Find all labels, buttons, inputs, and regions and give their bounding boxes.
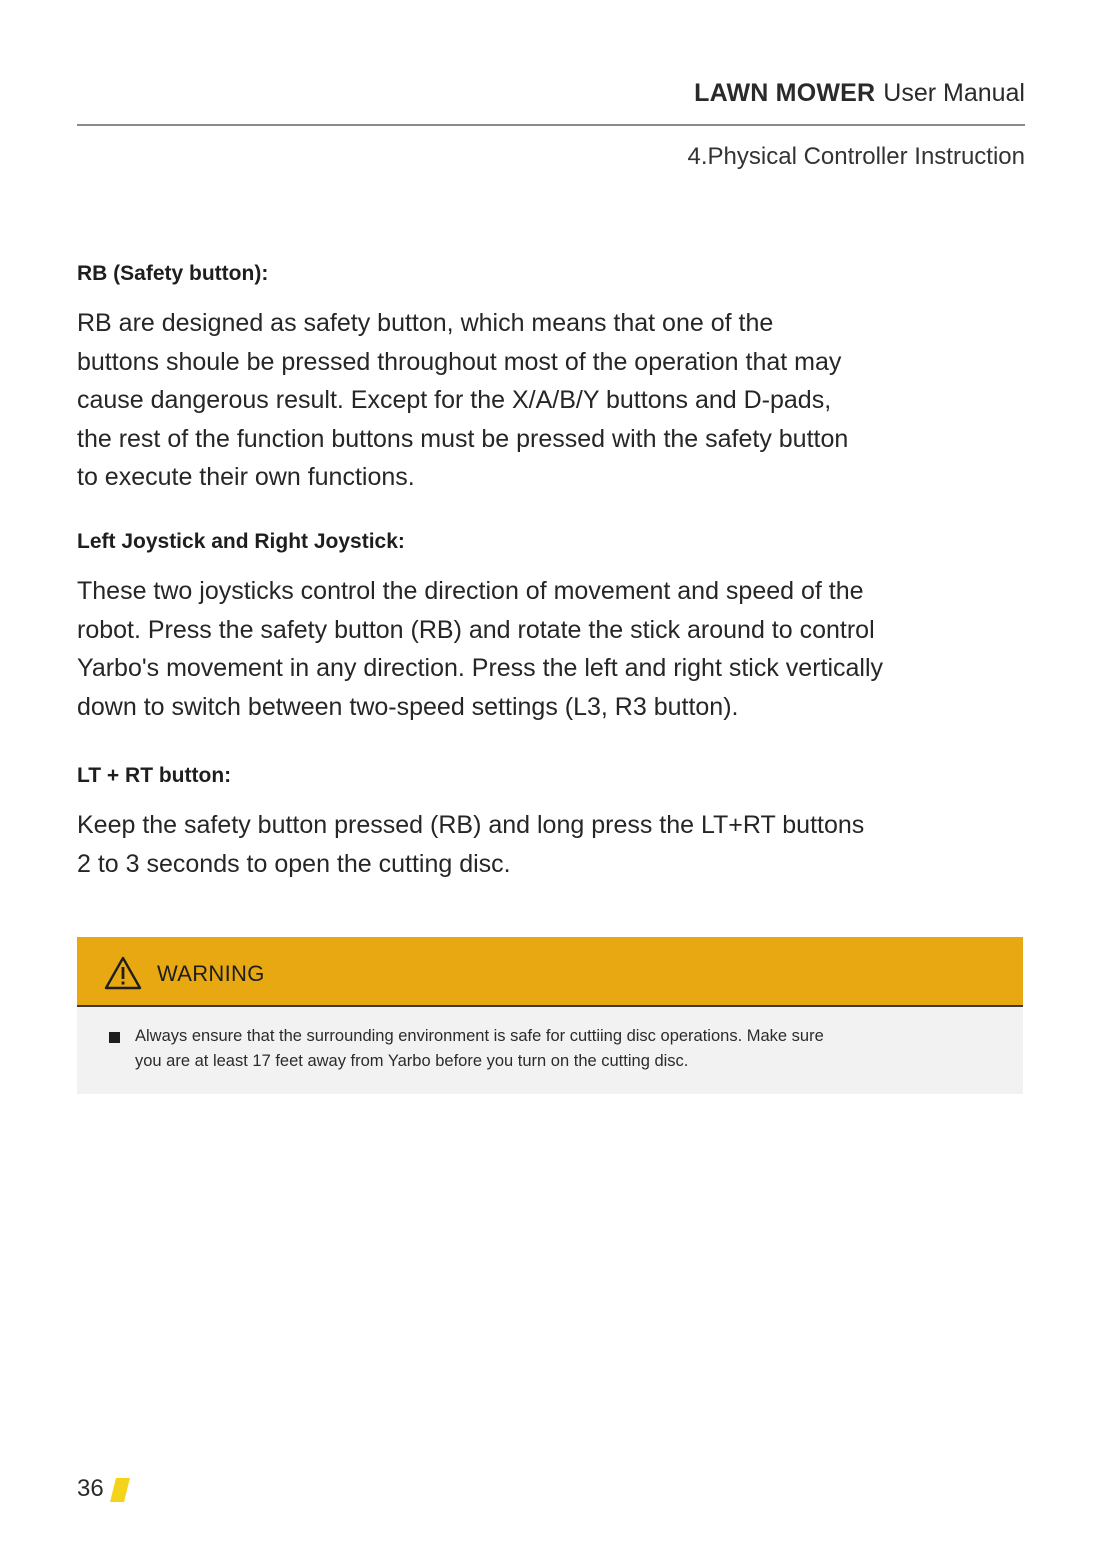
warning-header-bar <box>77 937 1023 1007</box>
body-line: RB are designed as safety button, which means that one of the <box>77 309 774 337</box>
body-line: Keep the safety button pressed (RB) and long press the LT+RT buttons <box>77 811 865 839</box>
warning-line: Always ensure that the surrounding environment is safe for cuttiing disc operations. Make sure <box>135 1027 824 1045</box>
header-divider <box>77 124 1025 126</box>
bullet-icon <box>109 1032 120 1043</box>
section-heading-joysticks: Left Joystick and Right Joystick: <box>77 530 405 553</box>
body-line: to execute their own functions. <box>77 463 415 492</box>
warning-box <box>77 937 1023 1094</box>
warning-triangle-icon <box>104 956 142 990</box>
section-heading-lt-rt: LT + RT button: <box>77 764 232 787</box>
warning-line: you are at least 17 feet away from Yarbo before you turn on the cutting disc. <box>135 1052 689 1070</box>
body-line: down to switch between two-speed settings (L3, R3 button). <box>77 692 739 721</box>
product-name: LAWN MOWER <box>694 79 876 107</box>
body-line: the rest of the function buttons must be pressed with the safety button <box>77 424 849 453</box>
section-heading-rb: RB (Safety button): <box>77 262 269 285</box>
body-line: Yarbo's movement in any direction. Press the left and right stick vertically <box>77 654 884 683</box>
body-line: robot. Press the safety button (RB) and rotate the stick around to control <box>77 615 875 644</box>
body-line: These two joysticks control the direction of movement and speed of the <box>77 577 864 605</box>
warning-title: WARNING <box>157 961 265 986</box>
section-body-lt-rt <box>77 806 1037 883</box>
body-line: 2 to 3 seconds to open the cutting disc. <box>77 849 511 878</box>
page-header <box>77 76 1025 110</box>
warning-text <box>135 1024 975 1074</box>
document-title: User Manual <box>883 79 1025 107</box>
section-body-joysticks <box>77 572 1037 726</box>
page-number: 36 <box>77 1475 104 1502</box>
section-body-rb <box>77 304 1037 497</box>
body-line: cause dangerous result. Except for the X/A/B/Y buttons and D-pads, <box>77 386 832 415</box>
chapter-title: 4.Physical Controller Instruction <box>687 143 1025 170</box>
body-line: buttons shoule be pressed throughout most of the operation that may <box>77 347 842 376</box>
page-tab-marker-icon <box>110 1478 130 1502</box>
